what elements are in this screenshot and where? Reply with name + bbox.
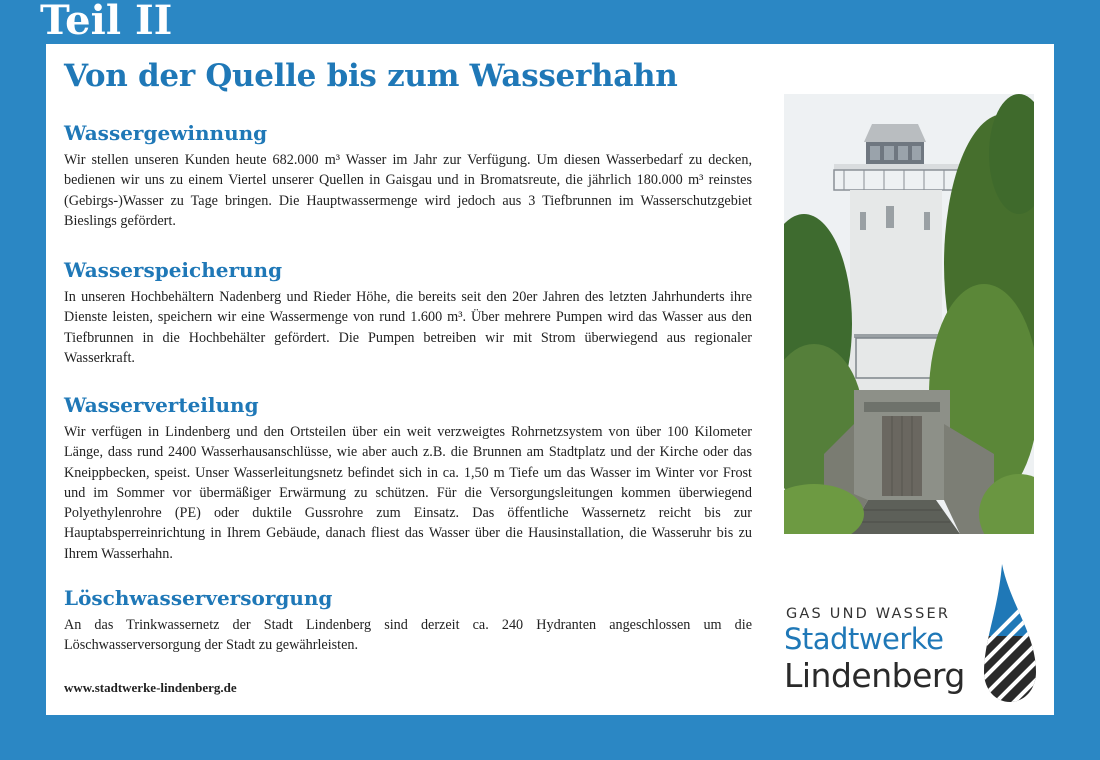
- stadtwerke-logo: [784, 564, 1046, 704]
- section-text: In unseren Hochbehältern Nadenberg und Rieder Höhe, die bereits seit den 20er Jahren des letzten Jahrhunderts ihre Dienste leisten, speichern wir eine Wassermenge von rund 1.600 m³. Über mehrere Pumpen wird das Wasser aus den Tiefbrunnen in die Hochbehälter gefördert. Die Pumpen betreiben wir mit Strom überwiegend aus regionaler Wasserkraft.: [64, 289, 752, 366]
- logo-stadtwerke: Stadtwerke: [784, 622, 944, 656]
- content-panel: [46, 44, 1054, 715]
- website-url[interactable]: www.stadtwerke-lindenberg.de: [64, 680, 237, 695]
- section-wasserverteilung: [64, 392, 752, 564]
- part-label: Teil II: [40, 0, 173, 44]
- section-heading: Löschwasserversorgung: [64, 586, 333, 610]
- logo-tagline: GAS UND WASSER: [786, 606, 951, 622]
- section-text: An das Trinkwassernetz der Stadt Lindenberg sind derzeit ca. 240 Hydranten angeschlossen um die Löschwasserversorgung der Stadt zu gewährleisten.: [64, 617, 752, 654]
- section-loeschwasserversorgung: [64, 585, 752, 656]
- section-wassergewinnung: [64, 120, 752, 231]
- section-text: Wir verfügen in Lindenberg und den Ortsteilen über ein weit verzweigtes Rohrnetzsystem von über 100 Kilometer Länge, dass rund 2400 Wasserhausanschlüsse, wie aber auch z.B. die Brunnen am Stadtplatz und der Kirche oder das Kneippbecken, speist. Unser Wasserleitungsnetz befindet sich in ca. 1,50 m Tiefe um das Wasser im Winter vor Frost und im Sommer vor übermäßiger Erwärmung zu schützen. Für die Versorgungsleitungen kommen überwiegend Polyethylenrohre (PE) oder duktile Gussrohre zum Einsatz. Das öffentliche Wassernetz reicht bis zur Hauptabsperreinrichtung in Ihrem Gebäude, danach fliest das Wasser über die Hausinstallation, die Wasseruhr bis zu Ihrem Wasserhahn.: [64, 424, 752, 562]
- page-title: Von der Quelle bis zum Wasserhahn: [64, 58, 678, 94]
- section-wasserspeicherung: [64, 257, 752, 368]
- section-heading: Wasserspeicherung: [64, 258, 283, 282]
- section-text: Wir stellen unseren Kunden heute 682.000 m³ Wasser im Jahr zur Verfügung. Um diesen Wasserbedarf zu decken, bedienen wir uns zu einem Viertel unserer Quellen in Gaisgau und in Bromatsreute, die jährlich 180.000 m³ reinstes (Gebirgs-)Wasser zu Tage bringen. Die Hauptwassermenge wird jedoch aus 3 Tiefbrunnen im Wasserschutzgebiet Bieslings gefördert.: [64, 152, 752, 229]
- section-heading: Wasserverteilung: [64, 393, 259, 417]
- logo-lindenberg: Lindenberg: [784, 656, 965, 695]
- section-heading: Wassergewinnung: [64, 121, 268, 145]
- water-drop-icon: [980, 564, 1040, 704]
- water-tower-photo: [784, 94, 1034, 534]
